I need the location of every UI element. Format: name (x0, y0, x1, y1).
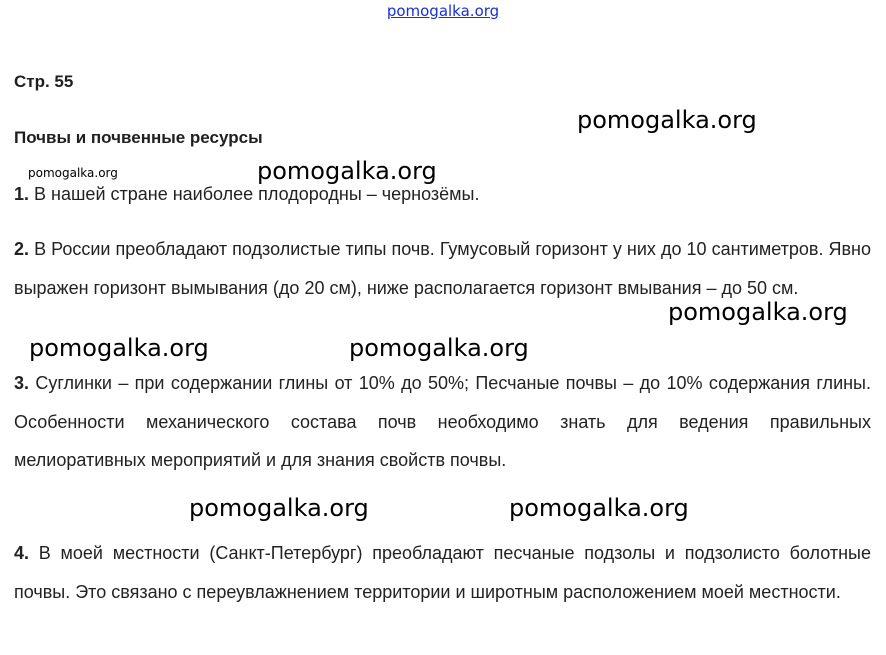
answer-paragraph-3 (14, 364, 871, 480)
answer-number: 3. (14, 373, 30, 393)
answer-text: В России преобладают подзолистые типы почв. Гумусовый горизонт у них до 10 сантиметров. Явно выражен горизонт вымывания (до 20 см), ниже располагается горизонт вмывания – до 50 см. (14, 239, 871, 298)
watermark: pomogalka.org (189, 494, 369, 522)
answer-paragraph-2 (14, 230, 871, 307)
answer-number: 4. (14, 543, 30, 563)
answer-text: В моей местности (Санкт-Петербург) преобладают песчаные подзолы и подзолисто болотные почвы. Это связано с переувлажнением территории и широтным расположением моей местности. (14, 543, 871, 602)
watermark: pomogalka.org (29, 334, 209, 362)
watermark: pomogalka.org (349, 334, 529, 362)
answer-paragraph-4 (14, 534, 871, 611)
watermark: pomogalka.org (257, 157, 437, 185)
watermark: pomogalka.org (577, 106, 757, 134)
answer-text: Суглинки – при содержании глины от 10% до 50%; Песчаные почвы – до 10% содержания глины. Особенности механического состава почв необходимо знать для ведения правильных мелиоративных мероприятий и для знания свойств почвы. (14, 373, 871, 470)
watermark: pomogalka.org (509, 494, 689, 522)
site-link[interactable]: pomogalka.org (386, 2, 500, 20)
answer-number: 2. (14, 239, 30, 259)
watermark: pomogalka.org (28, 166, 118, 180)
answer-text: В нашей стране наиболее плодородны – чернозёмы. (34, 184, 480, 204)
answer-paragraph-1 (14, 175, 871, 214)
section-title: Почвы и почвенные ресурсы (14, 128, 263, 147)
watermark: pomogalka.org (668, 298, 848, 326)
page-number: Стр. 55 (14, 72, 74, 91)
answer-number: 1. (14, 184, 30, 204)
